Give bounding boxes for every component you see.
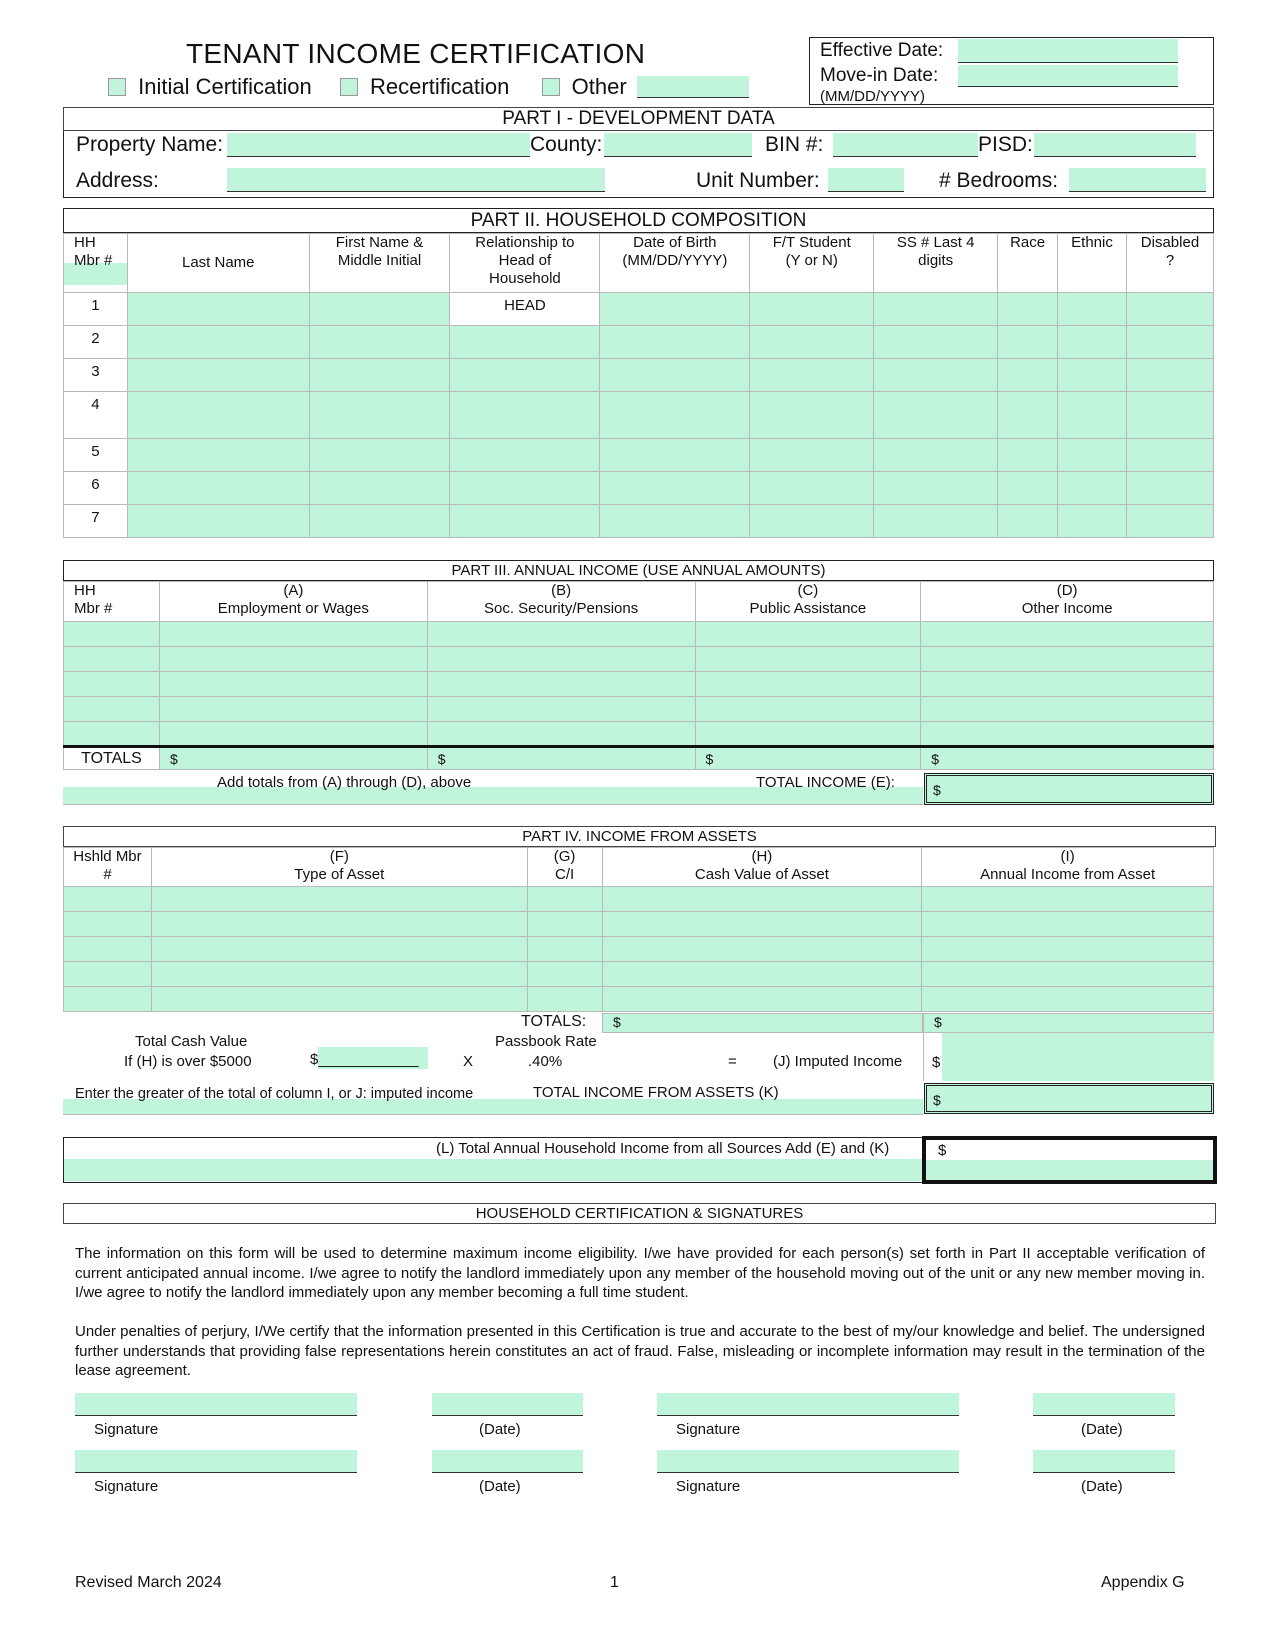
- col-ethnic: Ethnic: [1058, 234, 1127, 293]
- income-row: [64, 722, 1214, 747]
- last-name-cell[interactable]: [127, 439, 309, 472]
- dates-box: [809, 37, 1214, 105]
- first-name-cell[interactable]: [309, 293, 450, 326]
- income-row: [64, 622, 1214, 647]
- total-b[interactable]: $: [427, 747, 695, 770]
- part4-header: PART IV. INCOME FROM ASSETS: [63, 826, 1216, 847]
- relationship-cell[interactable]: [450, 392, 600, 439]
- total-asset-income-field[interactable]: $: [923, 1013, 1214, 1033]
- household-row: [64, 505, 1214, 538]
- last-name-cell[interactable]: [127, 359, 309, 392]
- race-cell[interactable]: [998, 505, 1058, 538]
- asset-row: [64, 987, 1214, 1012]
- wages-cell[interactable]: [159, 622, 427, 647]
- public-assistance-cell[interactable]: [695, 697, 921, 722]
- total-cash-value-label: Total Cash Value: [135, 1033, 248, 1050]
- cash-value-cell[interactable]: [602, 887, 922, 912]
- certification-header: HOUSEHOLD CERTIFICATION & SIGNATURES: [63, 1203, 1216, 1224]
- col-a: (A) Employment or Wages: [159, 582, 427, 622]
- effective-date-field[interactable]: [958, 39, 1178, 63]
- imputed-income-field[interactable]: $: [923, 1033, 1214, 1081]
- asset-row: [64, 887, 1214, 912]
- effective-date-label: Effective Date:: [820, 40, 944, 61]
- race-cell[interactable]: [998, 326, 1058, 359]
- income-row: [64, 697, 1214, 722]
- cash-value-cell[interactable]: [602, 937, 922, 962]
- recertification-checkbox[interactable]: [340, 78, 358, 96]
- first-name-cell[interactable]: [309, 439, 450, 472]
- signature-line[interactable]: [657, 1393, 959, 1416]
- date-line[interactable]: [432, 1450, 583, 1473]
- ci-cell[interactable]: [527, 887, 602, 912]
- footer-appendix: Appendix G: [1101, 1574, 1185, 1591]
- asset-income-cell[interactable]: [922, 912, 1214, 937]
- col-student: F/T Student (Y or N): [750, 234, 874, 293]
- total-cash-value-field[interactable]: $: [602, 1013, 923, 1033]
- total-income-e-field[interactable]: $: [924, 773, 1214, 805]
- household-table: [63, 233, 1214, 538]
- part3-header: PART III. ANNUAL INCOME (USE ANNUAL AMOUNTS): [63, 560, 1214, 581]
- disabled-cell[interactable]: [1126, 359, 1213, 392]
- row-number: 6: [64, 472, 128, 505]
- col-dob: Date of Birth (MM/DD/YYYY): [600, 234, 750, 293]
- dob-cell[interactable]: [600, 392, 750, 439]
- first-name-cell[interactable]: [309, 326, 450, 359]
- signature-label: Signature: [676, 1421, 741, 1438]
- student-cell[interactable]: [750, 293, 874, 326]
- ssn-cell[interactable]: [874, 505, 998, 538]
- total-assets-k-field[interactable]: $: [924, 1083, 1214, 1114]
- total-d[interactable]: $: [921, 747, 1214, 770]
- relationship-cell[interactable]: [450, 505, 600, 538]
- disabled-cell[interactable]: [1126, 326, 1213, 359]
- public-assistance-cell[interactable]: [695, 647, 921, 672]
- col-first-name: First Name & Middle Initial: [309, 234, 450, 293]
- ci-cell[interactable]: [527, 912, 602, 937]
- bedrooms-label: # Bedrooms:: [939, 169, 1059, 192]
- ethnic-cell[interactable]: [1058, 293, 1127, 326]
- col-h: (H) Cash Value of Asset: [602, 848, 922, 887]
- total-assets-row: [63, 1083, 1214, 1115]
- last-name-cell[interactable]: [127, 392, 309, 439]
- household-row: [64, 439, 1214, 472]
- total-income-e-label: TOTAL INCOME (E):: [756, 774, 895, 791]
- race-cell[interactable]: [998, 472, 1058, 505]
- relationship-cell[interactable]: [450, 359, 600, 392]
- disabled-cell[interactable]: [1126, 293, 1213, 326]
- asset-type-cell[interactable]: [151, 987, 527, 1012]
- dob-cell[interactable]: [600, 293, 750, 326]
- totals-label: TOTALS: [64, 747, 160, 770]
- unit-number-label: Unit Number:: [696, 169, 820, 192]
- hshld-mbr-cell[interactable]: [64, 887, 152, 912]
- hh-mbr-cell[interactable]: [64, 622, 160, 647]
- relationship-cell[interactable]: [450, 439, 600, 472]
- wages-cell[interactable]: [159, 722, 427, 747]
- times-sign: X: [463, 1053, 474, 1070]
- public-assistance-cell[interactable]: [695, 622, 921, 647]
- line-l-label: (L) Total Annual Household Income from all Sources Add (E) and (K): [436, 1140, 890, 1157]
- hshld-mbr-cell[interactable]: [64, 937, 152, 962]
- initial-certification-checkbox[interactable]: [108, 78, 126, 96]
- ci-cell[interactable]: [527, 987, 602, 1012]
- student-cell[interactable]: [750, 439, 874, 472]
- total-c[interactable]: $: [695, 747, 921, 770]
- col-f: (F) Type of Asset: [151, 848, 527, 887]
- initial-certification-label: Initial Certification: [138, 74, 312, 99]
- first-name-cell[interactable]: [309, 472, 450, 505]
- col-relationship: Relationship to Head of Household: [450, 234, 600, 293]
- date-label: (Date): [1081, 1478, 1123, 1495]
- hh-mbr-cell[interactable]: [64, 697, 160, 722]
- row-number: 5: [64, 439, 128, 472]
- date-label: (Date): [1081, 1421, 1123, 1438]
- footer-revised: Revised March 2024: [75, 1574, 222, 1591]
- household-row: [64, 359, 1214, 392]
- ethnic-cell[interactable]: [1058, 326, 1127, 359]
- other-income-cell[interactable]: [921, 647, 1214, 672]
- total-assets-label: TOTAL INCOME FROM ASSETS (K): [533, 1084, 779, 1101]
- ssn-cell[interactable]: [874, 472, 998, 505]
- race-cell[interactable]: [998, 392, 1058, 439]
- ssn-cell[interactable]: [874, 392, 998, 439]
- row-number: 3: [64, 359, 128, 392]
- bin-label: BIN #:: [765, 133, 824, 156]
- enter-greater-note: Enter the greater of the total of column I, or J: imputed income: [75, 1086, 474, 1102]
- last-name-cell[interactable]: [127, 293, 309, 326]
- form-title: TENANT INCOME CERTIFICATION: [186, 38, 646, 69]
- total-income-e-row: [63, 773, 1214, 805]
- income-table: [63, 581, 1214, 770]
- ci-cell[interactable]: [527, 937, 602, 962]
- race-cell[interactable]: [998, 439, 1058, 472]
- public-assistance-cell[interactable]: [695, 672, 921, 697]
- date-line[interactable]: [1033, 1393, 1175, 1416]
- household-row: [64, 326, 1214, 359]
- row-number: 7: [64, 505, 128, 538]
- relationship-cell[interactable]: [450, 472, 600, 505]
- signature-line[interactable]: [75, 1450, 357, 1473]
- first-name-cell[interactable]: [309, 392, 450, 439]
- dob-cell[interactable]: [600, 472, 750, 505]
- date-format-hint: (MM/DD/YYYY): [820, 88, 925, 105]
- hh-mbr-cell[interactable]: [64, 672, 160, 697]
- student-cell[interactable]: [750, 326, 874, 359]
- pensions-cell[interactable]: [427, 697, 695, 722]
- county-field[interactable]: [604, 133, 752, 157]
- add-totals-note: Add totals from (A) through (D), above: [217, 774, 472, 791]
- income-totals-row: [64, 747, 1214, 770]
- assets-totals-row: [63, 1013, 1214, 1033]
- disabled-cell[interactable]: [1126, 472, 1213, 505]
- signature-label: Signature: [94, 1421, 159, 1438]
- dob-cell[interactable]: [600, 505, 750, 538]
- ci-cell[interactable]: [527, 962, 602, 987]
- certification-paragraph-1: The information on this form will be used to determine maximum income eligibility. I/we have provided for each person(s) set forth in Part II acceptable verification of current anticipated annual income. I/we agree to notify the landlord immediately upon any member of the household moving out of the unit or any new member moving in. I/we agree to notify the landlord immediately upon any member becoming a full time student.: [75, 1245, 1205, 1301]
- asset-income-cell[interactable]: [922, 987, 1214, 1012]
- ethnic-cell[interactable]: [1058, 392, 1127, 439]
- student-cell[interactable]: [750, 392, 874, 439]
- unit-number-field[interactable]: [828, 168, 904, 192]
- signature-line[interactable]: [657, 1450, 959, 1473]
- col-d: (D) Other Income: [921, 582, 1214, 622]
- other-field[interactable]: [637, 76, 749, 98]
- passbook-rate: .40%: [528, 1053, 563, 1070]
- income-row: [64, 672, 1214, 697]
- asset-row: [64, 937, 1214, 962]
- assets-table: [63, 847, 1214, 1012]
- part1-box: [63, 131, 1214, 198]
- col-hh-mbr: HH Mbr #: [64, 234, 128, 293]
- passbook-label: Passbook Rate: [495, 1033, 597, 1050]
- total-household-income-strip: [64, 1159, 923, 1181]
- move-in-date-field[interactable]: [958, 65, 1178, 87]
- total-household-income-row: [63, 1137, 1216, 1183]
- dob-cell[interactable]: [600, 359, 750, 392]
- ssn-cell[interactable]: [874, 359, 998, 392]
- household-row: [64, 472, 1214, 505]
- pensions-cell[interactable]: [427, 622, 695, 647]
- pensions-cell[interactable]: [427, 722, 695, 747]
- hshld-mbr-cell[interactable]: [64, 987, 152, 1012]
- disabled-cell[interactable]: [1126, 505, 1213, 538]
- last-name-cell[interactable]: [127, 472, 309, 505]
- asset-income-cell[interactable]: [922, 962, 1214, 987]
- relationship-head-cell: HEAD: [450, 293, 600, 326]
- bedrooms-field[interactable]: [1069, 168, 1206, 192]
- asset-row: [64, 912, 1214, 937]
- income-header-row: [64, 582, 1214, 622]
- equals-sign: =: [728, 1053, 737, 1070]
- ethnic-cell[interactable]: [1058, 439, 1127, 472]
- pisd-label: PISD:: [978, 133, 1033, 156]
- total-a[interactable]: $: [159, 747, 427, 770]
- col-c: (C) Public Assistance: [695, 582, 921, 622]
- ethnic-cell[interactable]: [1058, 472, 1127, 505]
- col-race: Race: [998, 234, 1058, 293]
- pensions-cell[interactable]: [427, 672, 695, 697]
- address-field[interactable]: [227, 168, 605, 192]
- asset-income-cell[interactable]: [922, 887, 1214, 912]
- hh-mbr-cell[interactable]: [64, 647, 160, 672]
- recertification-label: Recertification: [370, 74, 510, 99]
- col-ssn: SS # Last 4 digits: [874, 234, 998, 293]
- col-disabled: Disabled ?: [1126, 234, 1213, 293]
- row-number: 1: [64, 293, 128, 326]
- col-hshld-mbr: Hshld Mbr #: [64, 848, 152, 887]
- pisd-field[interactable]: [1034, 133, 1196, 157]
- cash-value-cell[interactable]: [602, 912, 922, 937]
- other-income-cell[interactable]: [921, 722, 1214, 747]
- total-household-income-field[interactable]: $: [922, 1136, 1217, 1184]
- footer-page-number: 1: [610, 1574, 619, 1591]
- asset-type-cell[interactable]: [151, 962, 527, 987]
- relationship-cell[interactable]: [450, 326, 600, 359]
- date-line[interactable]: [1033, 1450, 1175, 1473]
- first-name-cell[interactable]: [309, 505, 450, 538]
- last-name-cell[interactable]: [127, 326, 309, 359]
- other-label: Other: [571, 74, 627, 99]
- col-i: (I) Annual Income from Asset: [922, 848, 1214, 887]
- last-name-cell[interactable]: [127, 505, 309, 538]
- other-income-cell[interactable]: [921, 697, 1214, 722]
- first-name-cell[interactable]: [309, 359, 450, 392]
- dob-cell[interactable]: [600, 326, 750, 359]
- asset-type-cell[interactable]: [151, 912, 527, 937]
- hshld-mbr-cell[interactable]: [64, 912, 152, 937]
- other-income-cell[interactable]: [921, 622, 1214, 647]
- pensions-cell[interactable]: [427, 647, 695, 672]
- address-label: Address:: [76, 169, 159, 192]
- property-name-label: Property Name:: [76, 133, 224, 156]
- row-number: 2: [64, 326, 128, 359]
- signature-label: Signature: [94, 1478, 159, 1495]
- imputed-income-row: [63, 1033, 1214, 1081]
- asset-type-cell[interactable]: [151, 887, 527, 912]
- row-number: 4: [64, 392, 128, 439]
- ssn-cell[interactable]: [874, 439, 998, 472]
- if-over-label: If (H) is over $5000: [124, 1053, 252, 1070]
- asset-type-cell[interactable]: [151, 937, 527, 962]
- public-assistance-cell[interactable]: [695, 722, 921, 747]
- signature-line[interactable]: [75, 1393, 357, 1416]
- income-row: [64, 647, 1214, 672]
- household-header-row: [64, 234, 1214, 293]
- cash-value-cell[interactable]: [602, 962, 922, 987]
- other-income-cell[interactable]: [921, 672, 1214, 697]
- disabled-cell[interactable]: [1126, 392, 1213, 439]
- student-cell[interactable]: [750, 505, 874, 538]
- dob-cell[interactable]: [600, 439, 750, 472]
- ssn-cell[interactable]: [874, 293, 998, 326]
- race-cell[interactable]: [998, 293, 1058, 326]
- county-label: County:: [530, 133, 603, 156]
- cash-value-cell[interactable]: [602, 987, 922, 1012]
- household-row: [64, 392, 1214, 439]
- cert-type-row: [108, 74, 749, 100]
- date-label: (Date): [479, 1421, 521, 1438]
- assets-totals-label: TOTALS:: [521, 1013, 587, 1030]
- asset-income-cell[interactable]: [922, 937, 1214, 962]
- property-name-field[interactable]: [227, 133, 530, 157]
- move-in-date-label: Move-in Date:: [820, 65, 939, 86]
- student-cell[interactable]: [750, 472, 874, 505]
- cash-value-input[interactable]: $____________: [310, 1047, 430, 1069]
- race-cell[interactable]: [998, 359, 1058, 392]
- part1-header: PART I - DEVELOPMENT DATA: [63, 107, 1214, 131]
- asset-row: [64, 962, 1214, 987]
- part2-header: PART II. HOUSEHOLD COMPOSITION: [63, 208, 1214, 233]
- student-cell[interactable]: [750, 359, 874, 392]
- certification-paragraph-2: Under penalties of perjury, I/We certify that the information presented in this Certification is true and accurate to the best of my/our knowledge and belief. The undersigned further understands that providing false representations herein constitutes an act of fraud. False, misleading or incomplete information may result in the termination of the lease agreement.: [75, 1323, 1205, 1379]
- assets-header-row: [64, 848, 1214, 887]
- date-label: (Date): [479, 1478, 521, 1495]
- signature-label: Signature: [676, 1478, 741, 1495]
- hshld-mbr-cell[interactable]: [64, 962, 152, 987]
- bin-field[interactable]: [833, 133, 978, 157]
- wages-cell[interactable]: [159, 672, 427, 697]
- col-hh-mbr: HH Mbr #: [64, 582, 160, 622]
- date-line[interactable]: [432, 1393, 583, 1416]
- ethnic-cell[interactable]: [1058, 359, 1127, 392]
- ssn-cell[interactable]: [874, 326, 998, 359]
- disabled-cell[interactable]: [1126, 439, 1213, 472]
- col-last-name: Last Name: [127, 234, 309, 293]
- wages-cell[interactable]: [159, 697, 427, 722]
- ethnic-cell[interactable]: [1058, 505, 1127, 538]
- col-b: (B) Soc. Security/Pensions: [427, 582, 695, 622]
- col-g: (G) C/I: [527, 848, 602, 887]
- wages-cell[interactable]: [159, 647, 427, 672]
- other-checkbox[interactable]: [542, 78, 560, 96]
- hh-mbr-cell[interactable]: [64, 722, 160, 747]
- imputed-income-label: (J) Imputed Income: [773, 1053, 903, 1070]
- household-row: [64, 293, 1214, 326]
